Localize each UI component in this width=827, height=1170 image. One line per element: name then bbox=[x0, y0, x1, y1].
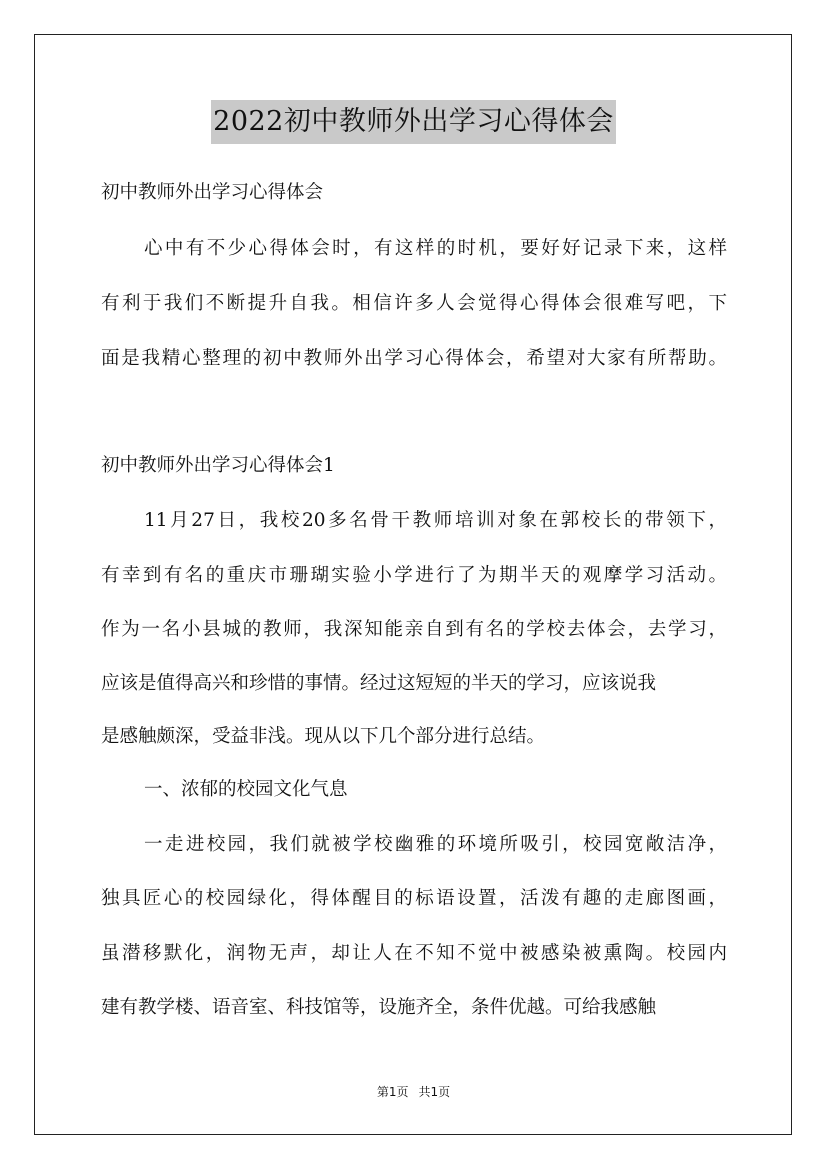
paragraph-line: 一走进校园，我们就被学校幽雅的环境所吸引，校园宽敞洁净， bbox=[144, 834, 727, 855]
intro-line: 心中有不少心得体会时，有这样的时机，要好好记录下来，这样 bbox=[144, 238, 727, 259]
paragraph-line: 应该是值得高兴和珍惜的事情。经过这短短的半天的学习，应该说我 bbox=[101, 673, 657, 694]
intro-line: 面是我精心整理的初中教师外出学习心得体会，希望对大家有所帮助。 bbox=[101, 348, 727, 369]
document-title: 2022初中教师外出学习心得体会 bbox=[211, 100, 616, 144]
paragraph-line: 建有教学楼、语音室、科技馆等，设施齐全，条件优越。可给我感触 bbox=[101, 997, 657, 1018]
paragraph-line: 虽潜移默化，润物无声，却让人在不知不觉中被感染被熏陶。校园内 bbox=[101, 943, 727, 964]
paragraph-line: 作为一名小县城的教师，我深知能亲自到有名的学校去体会，去学习， bbox=[101, 619, 727, 640]
section-heading: 初中教师外出学习心得体会1 bbox=[101, 455, 335, 476]
paragraph-line: 有幸到有名的重庆市珊瑚实验小学进行了为期半天的观摩学习活动。 bbox=[101, 565, 727, 586]
page-total: 共1页 bbox=[418, 1085, 451, 1099]
page-number: 第1页 bbox=[376, 1085, 409, 1099]
document-subtitle: 初中教师外出学习心得体会 bbox=[101, 182, 324, 203]
title-container bbox=[0, 100, 827, 144]
paragraph-line: 11月27日，我校20多名骨干教师培训对象在郭校长的带领下， bbox=[144, 510, 727, 531]
intro-line: 有利于我们不断提升自我。相信许多人会觉得心得体会很难写吧，下 bbox=[101, 293, 727, 314]
paragraph-line: 独具匠心的校园绿化，得体醒目的标语设置，活泼有趣的走廊图画， bbox=[101, 888, 727, 909]
page-footer bbox=[0, 1083, 827, 1100]
subheading: 一、浓郁的校园文化气息 bbox=[144, 779, 348, 800]
paragraph-line: 是感触颇深，受益非浅。现从以下几个部分进行总结。 bbox=[101, 726, 546, 747]
